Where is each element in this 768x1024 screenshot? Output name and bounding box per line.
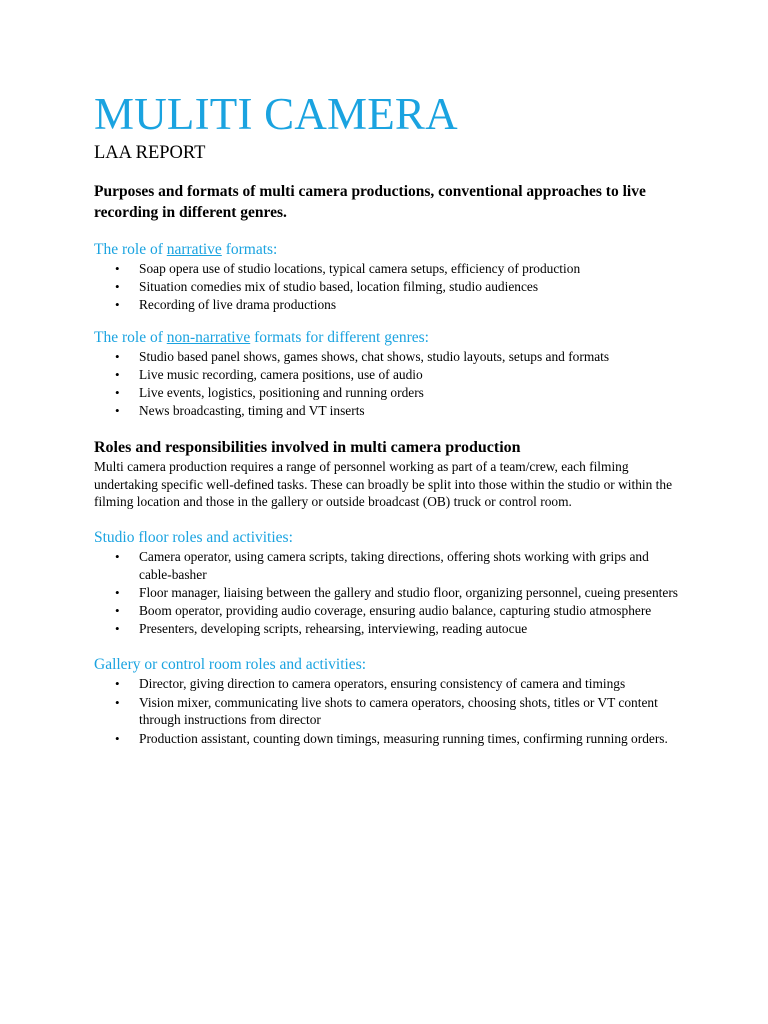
list-item: • Situation comedies mix of studio based, location filming, studio audiences [139, 278, 684, 296]
list-item: • Live events, logistics, positioning and running orders [139, 384, 684, 402]
list-item: • Recording of live drama productions [139, 296, 684, 314]
roles-heading: Roles and responsibilities involved in multi camera production [94, 439, 521, 457]
document-title: MULITI CAMERA [94, 89, 458, 139]
narrative-heading-post: formats: [221, 241, 278, 258]
list-item: • News broadcasting, timing and VT inserts [139, 402, 684, 420]
narrative-heading [94, 240, 684, 260]
roles-paragraph: Multi camera production requires a range of personnel working as part of a team/crew, each filming undertaking specific well-defined tasks. These can broadly be split into those within the studio or within the filming location and those in the gallery or outside broadcast (OB) truck or control room. [94, 459, 673, 510]
non-narrative-list [94, 348, 684, 421]
list-item: • Live music recording, camera positions, use of audio [139, 366, 684, 384]
list-item: • Studio based panel shows, games shows, chat shows, studio layouts, setups and formats [139, 348, 684, 366]
non-narrative-link[interactable]: non-narrative [166, 328, 251, 346]
list-item: • Director, giving direction to camera operators, ensuring consistency of camera and timings [139, 675, 684, 693]
intro-heading: Purposes and formats of multi camera productions, conventional approaches to live recording in different genres. [94, 183, 646, 221]
list-item: • Camera operator, using camera scripts, taking directions, offering shots working with grips and cable-basher [139, 548, 684, 584]
narrative-list [94, 260, 684, 315]
narrative-heading-pre: The role of [94, 241, 167, 258]
list-item: • Production assistant, counting down timings, measuring running times, confirming running orders. [139, 730, 684, 748]
document-page [94, 86, 684, 748]
narrative-link[interactable]: narrative [166, 241, 222, 258]
studio-floor-heading: Studio floor roles and activities: [94, 528, 293, 546]
list-item: • Presenters, developing scripts, rehearsing, interviewing, reading autocue [139, 620, 684, 638]
list-item: • Boom operator, providing audio coverage, ensuring audio balance, capturing studio atmosphere [139, 602, 684, 620]
non-narrative-heading-post: formats for different genres: [250, 328, 429, 346]
gallery-list [94, 675, 684, 747]
non-narrative-heading-pre: The role of [94, 328, 167, 346]
non-narrative-heading [94, 328, 684, 348]
list-item: • Floor manager, liaising between the gallery and studio floor, organizing personnel, cueing presenters [139, 584, 684, 602]
gallery-heading: Gallery or control room roles and activities: [94, 656, 367, 674]
studio-floor-list [94, 548, 684, 639]
document-subtitle: LAA REPORT [94, 143, 206, 163]
list-item: • Vision mixer, communicating live shots to camera operators, choosing shots, titles or VT content through instructions from director [139, 694, 684, 730]
list-item: • Soap opera use of studio locations, typical camera setups, efficiency of production [139, 260, 684, 278]
